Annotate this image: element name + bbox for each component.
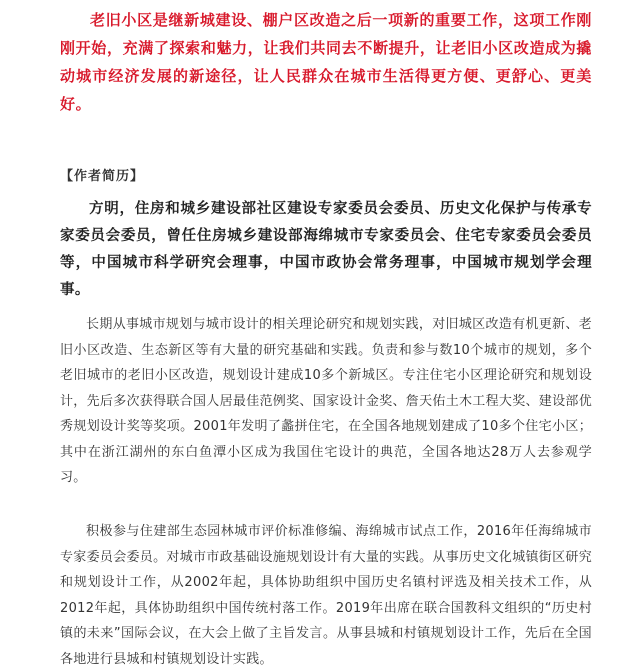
author-lead-paragraph: 方明，住房和城乡建设部社区建设专家委员会委员、历史文化保护与传承专家委员会委员，曾任住房城乡建设部海绵城市专家委员会、住宅专家委员会委员等，中国城市科学研究会理事，中国市政协会常务理事，中国城市规划学会理事。 [60,201,592,298]
intro-paragraph: 老旧小区是继新城建设、棚户区改造之后一项新的重要工作，这项工作刚刚开始，充满了探索和魅力，让我们共同去不断提升，让老旧小区改造成为撬动城市经济发展的新途径，让人民群众在城市生活得更方便、更舒心、更美好。 [60,11,592,113]
author-career-paragraph: 长期从事城市规划与城市设计的相关理论研究和规划实践，对旧城区改造有机更新、老旧小区改造、生态新区等有大量的研究基础和实践。负责和参与数10个城市的规划，多个老旧城市的老旧小区改造，规划设计建成10多个新城区。专注住宅小区理论研究和规划设计，先后多次获得联合国人居最佳范例奖、国家设计金奖、詹天佑土木工程大奖、建设部优秀规划设计奖等奖项。2001年发明了蠡拼住宅，在全国各地规划建成了10多个住宅小区；其中在浙江湖州的东白鱼潭小区成为我国住宅设计的典范，全国各地达28万人去参观学习。 [60,317,593,485]
author-activities-paragraph: 积极参与住建部生态园林城市评价标准修编、海绵城市试点工作，2016年任海绵城市专家委员会委员。对城市市政基础设施规划设计有大量的实践。从事历史文化城镇街区研究和规划设计工作，从2002年起，具体协助组织中国历史名镇村评选及相关技术工作，从2012年起，具体协助组织中国传统村落工作。2019年出席在联合国教科文组织的“历史村镇的未来”国际会议，在大会上做了主旨发言。从事县城和村镇规划设计工作，先后在全国各地进行县城和村镇规划设计实践。 [60,524,593,667]
author-profile-heading: 【作者简历】 [60,169,145,184]
